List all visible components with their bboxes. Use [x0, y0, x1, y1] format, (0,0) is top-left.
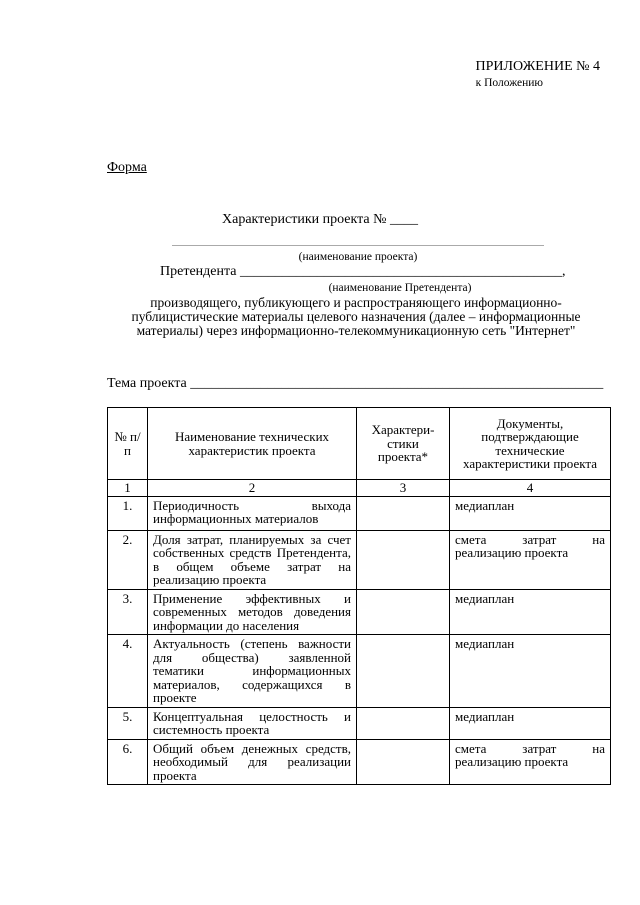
project-topic-line: Тема проекта ___________________________________________________________ — [107, 376, 604, 391]
applicant-description: производящего, публикующего и распространяющего информационно-публицистические материалы целевого назначения (далее – информационные материалы) через информационно-телекоммуникационную сеть "Интернет" — [131, 295, 581, 338]
row-num: 2. — [108, 530, 148, 589]
table-header-row — [108, 408, 611, 480]
table-row — [108, 530, 611, 589]
table-row — [108, 589, 611, 635]
row-name: Актуальность (степень важности для общества) заявленной тематики информационных материалов, содержащихся в проекте — [148, 635, 357, 708]
applicant-line: Претендента ______________________________________________, — [160, 264, 566, 279]
column-numbers-row — [108, 480, 611, 497]
row-name: Концептуальная целостность и системность проекта — [148, 707, 357, 739]
row-num: 5. — [108, 707, 148, 739]
form-label: Форма — [107, 160, 147, 175]
document-title: Характеристики проекта № ____ — [222, 212, 418, 227]
row-documents: медиаплан — [450, 589, 611, 635]
row-characteristics — [357, 530, 450, 589]
project-name-line — [172, 245, 544, 246]
row-characteristics — [357, 496, 450, 530]
appendix-subtitle: к Положению — [475, 77, 543, 89]
row-documents: медиаплан — [450, 635, 611, 708]
row-characteristics — [357, 739, 450, 785]
applicant-name-caption: (наименование Претендента) — [328, 282, 472, 294]
row-characteristics — [357, 707, 450, 739]
row-num: 4. — [108, 635, 148, 708]
row-characteristics — [357, 589, 450, 635]
table-row — [108, 739, 611, 785]
appendix-title: ПРИЛОЖЕНИЕ № 4 — [475, 59, 600, 74]
header-num: № п/п — [108, 408, 148, 480]
header-name: Наименование технических характеристик проекта — [148, 408, 357, 480]
row-documents: медиаплан — [450, 496, 611, 530]
header-characteristics: Характери-стики проекта* — [357, 408, 450, 480]
row-name: Применение эффективных и современных методов доведения информации до населения — [148, 589, 357, 635]
column-number: 3 — [357, 480, 450, 497]
row-name: Периодичность выхода информационных материалов — [148, 496, 357, 530]
table-row — [108, 635, 611, 708]
table-row — [108, 496, 611, 530]
row-num: 1. — [108, 496, 148, 530]
row-characteristics — [357, 635, 450, 708]
column-number: 1 — [108, 480, 148, 497]
row-num: 3. — [108, 589, 148, 635]
row-name: Общий объем денежных средств, необходимый для реализации проекта — [148, 739, 357, 785]
row-documents: медиаплан — [450, 707, 611, 739]
row-num: 6. — [108, 739, 148, 785]
header-documents: Документы, подтверждающие технические характеристики проекта — [450, 408, 611, 480]
table-row — [108, 707, 611, 739]
row-documents: смета затрат на реализацию проекта — [450, 530, 611, 589]
characteristics-table — [107, 407, 611, 785]
column-number: 4 — [450, 480, 611, 497]
row-name: Доля затрат, планируемых за счет собственных средств Претендента, в общем объеме затрат на реализацию проекта — [148, 530, 357, 589]
project-name-caption: (наименование проекта) — [298, 251, 418, 263]
column-number: 2 — [148, 480, 357, 497]
row-documents: смета затрат на реализацию проекта — [450, 739, 611, 785]
